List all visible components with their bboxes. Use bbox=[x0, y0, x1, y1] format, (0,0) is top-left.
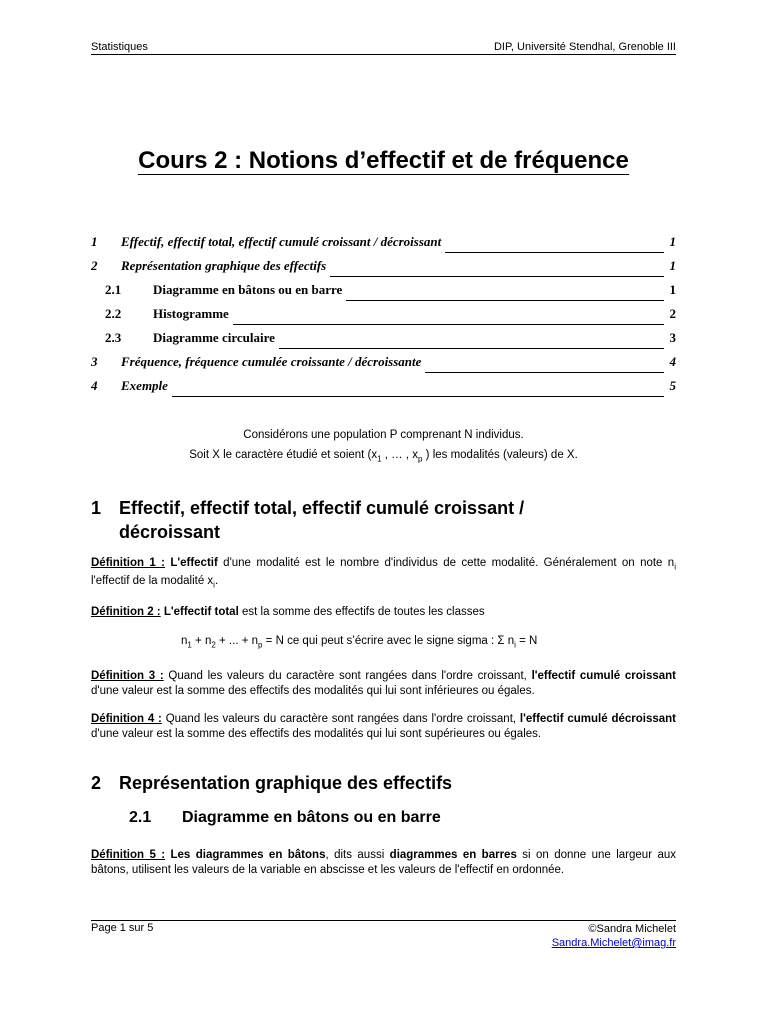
running-header bbox=[91, 41, 676, 55]
definition-1: Définition 1 : L'effectif d'une modalité est le nombre d'individus de cette modalité. Généralement on note $n_i$ l'effectif de la modalité $x_i$. bbox=[91, 557, 676, 590]
author-email-link[interactable]: Sandra.Michelet@imag.fr bbox=[551, 937, 676, 949]
toc-entry[interactable]: 2.2 Histogramme 2 bbox=[91, 306, 676, 330]
toc-entry[interactable]: 2.1 Diagramme en bâtons ou en barre 1 bbox=[91, 282, 676, 306]
document-page bbox=[91, 0, 676, 1024]
footer-divider bbox=[91, 920, 676, 921]
definition-4: Définition 4 : Quand les valeurs du caractère sont rangées dans l'ordre croissant, l'effectif cumulé décroissant d'une valeur est la somme des effectifs des modalités qui lui sont supérieures ou égales. bbox=[91, 713, 676, 740]
definition-3: Définition 3 : Quand les valeurs du caractère sont rangées dans l'ordre croissant, l'effectif cumulé croissant d'une valeur est la somme des effectifs des modalités qui lui sont inférieures ou égales. bbox=[91, 670, 677, 697]
toc-entry[interactable]: 2.3 Diagramme circulaire 3 bbox=[91, 330, 676, 354]
page-number: Page 1 sur 5 bbox=[91, 922, 154, 934]
definition-2: Définition 2 : L'effectif total est la somme des effectifs de toutes les classes bbox=[91, 606, 485, 618]
toc-entry[interactable]: 2 Représentation graphique des effectifs 1 bbox=[91, 258, 676, 282]
toc-entry[interactable]: 3 Fréquence, fréquence cumulée croissante / décroissante 4 bbox=[91, 354, 676, 378]
header-left: Statistiques bbox=[91, 41, 148, 53]
toc-entry[interactable]: 4 Exemple 5 bbox=[91, 378, 676, 402]
footer-author: ©Sandra Michelet Sandra.Michelet@imag.fr bbox=[551, 923, 676, 949]
page-title: Cours 2 : Notions d’effectif et de fréquence bbox=[138, 147, 629, 174]
sum-formula: $n_1 + n_2$ + ... + $n_p = N$ ce qui peut s’écrire avec le signe sigma : Σ $n_i = N$ bbox=[181, 635, 538, 650]
section-heading-2: 2 Représentation graphique des effectifs bbox=[91, 773, 453, 793]
toc-entry[interactable]: 1 Effectif, effectif total, effectif cumulé croissant / décroissant 1 bbox=[91, 234, 676, 258]
section-heading-1: 1 Effectif, effectif total, effectif cumulé croissant / décroissant bbox=[91, 498, 525, 542]
subsection-heading-2-1: 2.1 Diagramme en bâtons ou en barre bbox=[129, 809, 441, 826]
definition-5: Définition 5 : Les diagrammes en bâtons, dits aussi diagrammes en barres si on donne une largeur aux bâtons, utilisent les valeurs de la variable en abscisse et les valeurs de l'effectif en ordonnée. bbox=[91, 849, 676, 876]
table-of-contents bbox=[91, 234, 676, 402]
header-right: DIP, Université Stendhal, Grenoble III bbox=[493, 41, 676, 53]
intro-paragraph: Considérons une population P comprenant N individus. Soit X le caractère étudié et soient ($x_1$ , … , $x_p$ ) les modalités (valeurs) de X. bbox=[189, 429, 578, 464]
